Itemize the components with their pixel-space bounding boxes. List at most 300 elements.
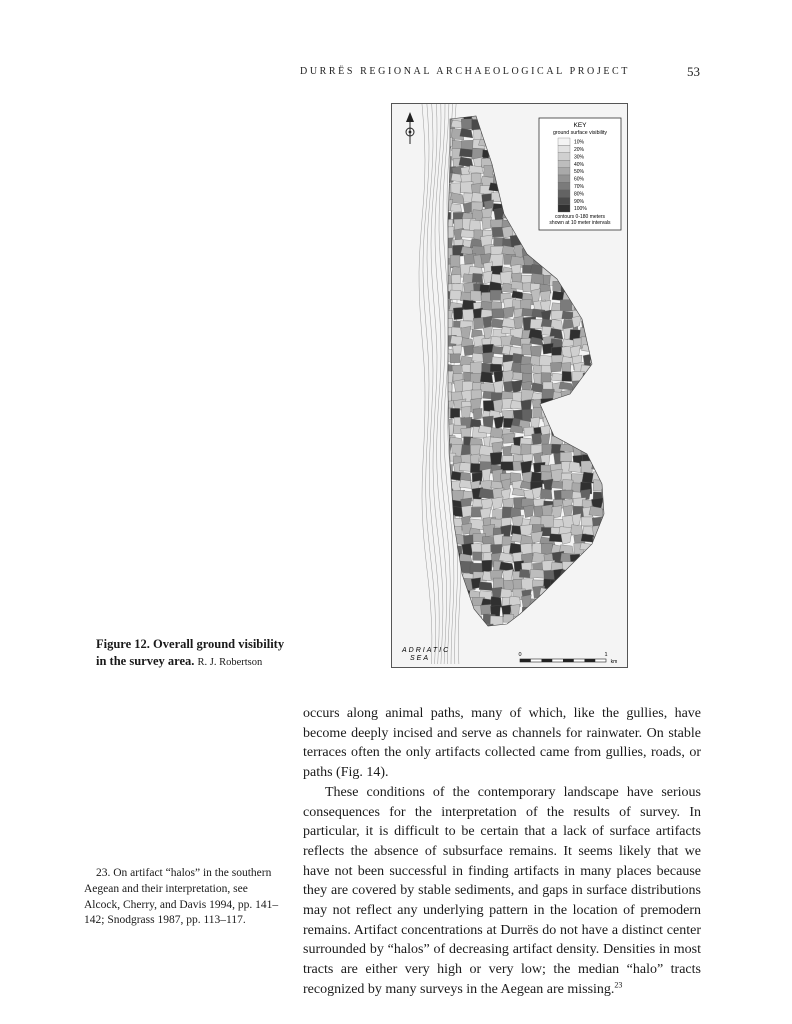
survey-tract [561, 273, 574, 282]
survey-tract [560, 617, 571, 630]
survey-tract [571, 615, 581, 628]
contour-line [419, 104, 432, 664]
survey-tract [553, 247, 566, 258]
survey-tract [540, 599, 554, 610]
survey-tract [562, 371, 572, 381]
survey-tract [443, 424, 454, 436]
survey-tract [511, 281, 523, 289]
survey-tract [603, 509, 615, 522]
survey-tract [580, 416, 592, 428]
survey-tract [503, 130, 512, 138]
survey-tract [510, 168, 524, 177]
survey-tract [520, 364, 532, 374]
survey-tract [471, 623, 486, 633]
survey-tract [581, 230, 596, 240]
survey-tract [583, 290, 596, 302]
survey-tract [482, 217, 492, 229]
survey-tract [590, 373, 604, 381]
survey-tract [603, 397, 614, 411]
survey-tract [580, 598, 591, 609]
legend-label: 30% [574, 154, 585, 161]
survey-tract [473, 552, 483, 561]
survey-tract [512, 194, 522, 204]
survey-tract [553, 617, 567, 626]
survey-tract [540, 489, 552, 499]
survey-tract [581, 587, 595, 599]
survey-tract [471, 615, 483, 627]
survey-tract [453, 626, 466, 637]
survey-tract [450, 204, 461, 212]
legend-swatch [558, 205, 570, 212]
survey-tract [501, 166, 510, 177]
survey-tract [522, 626, 535, 638]
survey-tract [602, 320, 614, 330]
survey-tract [450, 290, 462, 300]
survey-tract [532, 487, 542, 499]
survey-tract [530, 599, 546, 609]
survey-tract [591, 436, 603, 448]
survey-tract [560, 581, 570, 591]
survey-tract [592, 546, 605, 554]
survey-tract [551, 311, 563, 320]
survey-tract [581, 461, 592, 473]
survey-tract [469, 220, 480, 231]
survey-tract [521, 275, 532, 283]
paragraph-2-text: These conditions of the contemporary landscape have serious consequences for the interpretation of the results of survey. In particular, it is difficult to be certain that a lack of surface artifacts reflects the absence of subsurface remains. It seems likely that we have not been successful in finding artifacts in many places because they are covered by stable sediments, and gaps in surface distributions may not reflect any underlying pattern in the location of premodern remains. Artifact concentrations at Durrës do not have a distinct center surrounded by “halos” of decreasing artifact density. Densities in most tracts are either very high or very low; the median “halo” tracts recognized by many surveys in the Aegean are missing. [303, 784, 701, 997]
survey-tract [583, 617, 594, 626]
survey-tract [589, 401, 603, 410]
survey-tract [602, 561, 618, 570]
survey-tract [533, 230, 544, 239]
survey-tract [502, 185, 514, 195]
survey-tract [520, 525, 532, 536]
survey-tract [603, 354, 613, 364]
survey-tract [568, 231, 583, 242]
page-number: 53 [687, 64, 700, 79]
figure-caption [96, 636, 296, 671]
survey-tract [479, 582, 492, 591]
survey-tract [583, 373, 596, 385]
scale-bar [518, 652, 617, 665]
survey-tract [494, 416, 504, 429]
survey-tract [593, 344, 602, 355]
survey-tract [580, 570, 593, 579]
survey-tract [482, 150, 492, 158]
survey-tract [490, 364, 502, 372]
survey-tract [603, 338, 615, 348]
survey-tract [551, 596, 566, 607]
survey-tract [600, 517, 613, 527]
survey-tract [589, 506, 604, 517]
survey-tract [521, 182, 533, 191]
survey-tract [583, 624, 596, 633]
survey-tract [602, 483, 614, 495]
survey-tract [593, 599, 604, 611]
survey-tract [571, 609, 588, 618]
survey-tract [593, 381, 603, 391]
survey-tract [502, 112, 514, 123]
survey-tract [574, 588, 585, 599]
survey-tract [554, 623, 565, 632]
survey-tract [552, 262, 563, 274]
survey-tract [492, 442, 503, 453]
survey-tract [509, 623, 524, 634]
survey-tract [601, 283, 613, 294]
contour-note-line2: shown at 10 meter intervals [549, 220, 611, 226]
survey-tract [522, 229, 533, 238]
survey-tract [589, 569, 602, 579]
survey-tract [512, 380, 523, 393]
survey-tract [542, 230, 553, 242]
survey-tract [601, 587, 613, 597]
survey-tract [523, 177, 535, 185]
survey-tract [560, 245, 571, 256]
survey-tract [541, 622, 551, 634]
survey-tract [481, 544, 492, 553]
survey-tract [562, 257, 573, 270]
survey-tract [450, 408, 459, 418]
survey-tract [489, 149, 502, 160]
survey-tract [480, 604, 491, 614]
survey-tract [602, 390, 615, 399]
survey-tract [601, 372, 612, 384]
survey-tract [593, 256, 602, 266]
legend-label: 90% [574, 198, 585, 205]
survey-tract [561, 414, 572, 429]
survey-tract [480, 372, 493, 383]
survey-tract [582, 310, 597, 320]
legend-swatch [558, 190, 570, 197]
survey-tract [501, 192, 512, 204]
north-arrow-icon [406, 112, 414, 144]
survey-tract [441, 553, 452, 564]
survey-tract [603, 569, 614, 581]
legend-label: 40% [574, 161, 585, 168]
survey-tract [589, 292, 606, 303]
survey-tract [494, 120, 506, 133]
footnote-reference: 23 [614, 980, 623, 990]
survey-tract [522, 344, 532, 355]
survey-tract [523, 111, 534, 122]
survey-tract [604, 606, 615, 620]
survey-tract [541, 254, 553, 266]
survey-tract [600, 624, 611, 634]
survey-tract [532, 433, 542, 444]
survey-tract [573, 267, 583, 278]
survey-tract [552, 401, 567, 409]
survey-tract [581, 238, 597, 247]
survey-tract [502, 122, 514, 132]
caption-credit: R. J. Robertson [197, 657, 263, 668]
survey-tract [604, 553, 617, 564]
survey-tract [600, 229, 613, 242]
survey-tract [571, 572, 583, 580]
survey-tract [590, 355, 606, 365]
survey-tract [554, 406, 564, 418]
survey-tract [573, 425, 582, 439]
survey-tract [599, 291, 612, 300]
legend-swatch [558, 138, 570, 145]
survey-tract [591, 462, 607, 470]
survey-tract [592, 320, 606, 329]
survey-tract [502, 174, 511, 185]
survey-tract [560, 452, 571, 461]
survey-tract [571, 239, 582, 252]
survey-tract [553, 254, 565, 266]
survey-tract [500, 138, 512, 153]
survey-tract [601, 453, 614, 462]
survey-tract [459, 479, 472, 488]
survey-tract [511, 119, 524, 132]
survey-tract [569, 461, 581, 472]
survey-tract [591, 408, 600, 420]
survey-tract [509, 149, 521, 158]
legend-swatch [558, 168, 570, 175]
survey-tract [581, 265, 591, 273]
survey-tract [560, 444, 574, 452]
survey-tract [593, 608, 605, 618]
scale-end: 1 [604, 652, 608, 658]
survey-tract [461, 428, 471, 438]
survey-tract [452, 607, 468, 619]
survey-tract [471, 390, 482, 399]
survey-tract [600, 577, 610, 590]
legend-swatch [558, 153, 570, 160]
survey-tract [553, 519, 564, 528]
survey-tract [571, 246, 581, 256]
legend-swatch [558, 145, 570, 152]
survey-tract [522, 616, 535, 627]
survey-tract [562, 407, 574, 416]
survey-tract [571, 400, 582, 415]
survey-tract [551, 607, 562, 616]
survey-tract [511, 155, 524, 167]
legend-swatch [558, 197, 570, 204]
survey-tract [583, 245, 596, 260]
survey-tract [510, 128, 522, 138]
survey-tract [541, 472, 552, 481]
survey-tract [484, 111, 494, 123]
survey-tract [560, 425, 574, 437]
survey-tract [592, 426, 605, 435]
survey-tract [560, 300, 572, 311]
survey-tract [490, 290, 501, 300]
survey-tract [600, 416, 612, 429]
survey-tract [581, 517, 593, 526]
survey-tract [562, 606, 575, 617]
survey-tract [551, 425, 562, 435]
survey-tract [583, 382, 594, 394]
survey-tract [599, 249, 613, 259]
survey-tract [562, 398, 574, 407]
footnote-23 [84, 866, 280, 929]
survey-tract [510, 200, 520, 212]
paragraph-1: occurs along animal paths, many of which, like the gullies, have become deeply incised and serve as channels for rainwater. On stable terraces often the only artifacts collected came from gullies, roads, or paths (Fig. 14). [303, 706, 701, 781]
survey-tract [592, 279, 603, 292]
survey-tract [532, 248, 544, 258]
survey-tract [473, 317, 484, 329]
visibility-map [392, 104, 627, 667]
survey-tract [591, 581, 605, 592]
survey-tract [552, 589, 562, 600]
sea-label-line2: SEA [410, 655, 431, 662]
scale-start: 0 [518, 652, 522, 658]
legend-label: 70% [574, 184, 585, 190]
key-title: KEY [573, 122, 587, 129]
survey-tract [550, 362, 561, 372]
survey-tract [580, 561, 590, 573]
survey-tract [593, 302, 605, 314]
survey-tract [451, 274, 461, 284]
caption-label-line1: Figure 12. Overall ground visibility [96, 637, 285, 651]
survey-tract [492, 156, 501, 167]
survey-tract [590, 236, 607, 247]
survey-tract [571, 577, 581, 591]
survey-tract [463, 625, 474, 633]
survey-tract [539, 588, 551, 597]
survey-tract [481, 129, 495, 140]
survey-tract [521, 201, 533, 209]
survey-tract [602, 542, 612, 553]
survey-tract [519, 131, 534, 142]
survey-tract [460, 182, 473, 193]
survey-tract [579, 399, 595, 411]
survey-tract [472, 273, 482, 283]
survey-tract [602, 238, 611, 248]
survey-tract [583, 275, 594, 284]
survey-tract [581, 282, 595, 291]
survey-tract [572, 416, 585, 424]
survey-tract [603, 346, 615, 358]
survey-tract [561, 390, 571, 402]
survey-tract [592, 525, 605, 537]
survey-tract [571, 435, 581, 446]
survey-tract [573, 560, 585, 571]
survey-tract [532, 614, 542, 625]
survey-tract [491, 481, 503, 489]
survey-tract [582, 257, 594, 265]
survey-tract [590, 445, 602, 457]
survey-tract [460, 128, 473, 138]
survey-tract [513, 579, 523, 590]
survey-tract [529, 607, 544, 616]
survey-tract [541, 543, 552, 554]
survey-tract [493, 166, 509, 176]
survey-tract [583, 408, 593, 419]
survey-tract [591, 273, 604, 281]
paragraph-2 [303, 783, 701, 1000]
legend-label: 10% [574, 139, 585, 146]
survey-tract [601, 600, 613, 610]
legend-label: 100% [574, 206, 587, 213]
survey-tract [492, 497, 504, 509]
survey-tract [523, 221, 532, 231]
legend-swatch [558, 182, 570, 189]
survey-tract [594, 308, 605, 322]
survey-tract [603, 462, 615, 472]
survey-tract [453, 307, 463, 319]
running-head: DURRËS REGIONAL ARCHAEOLOGICAL PROJECT [300, 66, 631, 77]
survey-tract [494, 138, 506, 149]
survey-tract [590, 453, 600, 465]
survey-tract [571, 281, 582, 294]
survey-tract [493, 175, 507, 184]
survey-tract [602, 445, 613, 457]
survey-tract [450, 255, 460, 267]
survey-tract [441, 582, 454, 590]
survey-tract [561, 282, 572, 292]
survey-tract [489, 183, 502, 192]
survey-tract [572, 409, 583, 421]
survey-tract [510, 174, 522, 185]
survey-tract [490, 625, 503, 636]
survey-tract [601, 534, 615, 545]
survey-tract [480, 383, 494, 392]
survey-tract [561, 532, 572, 544]
survey-tract [459, 149, 473, 158]
survey-tract [592, 561, 606, 570]
survey-tract [581, 298, 591, 310]
survey-tract [602, 500, 615, 510]
survey-tract [564, 594, 575, 610]
legend-label: 60% [574, 176, 585, 183]
visibility-map-figure [391, 103, 628, 668]
survey-tract [463, 618, 474, 630]
survey-tract [514, 137, 524, 146]
survey-tract [600, 408, 609, 418]
survey-tract [590, 588, 602, 599]
survey-tract [570, 390, 582, 401]
map-key [539, 118, 621, 230]
survey-tract [591, 617, 604, 625]
survey-tract [502, 155, 512, 166]
survey-tract [592, 625, 605, 637]
survey-tract [510, 445, 522, 455]
survey-tract [450, 354, 460, 363]
survey-tract [542, 444, 551, 454]
survey-tract [442, 624, 452, 634]
survey-tract [594, 327, 604, 339]
survey-tract [583, 577, 593, 590]
survey-tract [593, 417, 606, 429]
survey-tract [521, 146, 534, 156]
contour-note-line1: contours 0-180 meters [554, 214, 606, 220]
survey-tract [443, 515, 455, 529]
survey-tract [523, 167, 534, 176]
survey-tract [571, 623, 582, 637]
survey-tract [552, 239, 565, 247]
survey-tract [593, 536, 603, 548]
survey-tract [602, 615, 617, 625]
survey-tract [522, 120, 531, 132]
survey-tract [533, 626, 545, 635]
survey-tract [572, 513, 581, 526]
legend-label: 20% [574, 147, 585, 153]
survey-tract [570, 596, 581, 610]
survey-tract [603, 328, 614, 338]
survey-tract [483, 123, 495, 133]
survey-tract [580, 436, 589, 450]
survey-tract [524, 505, 535, 518]
survey-tract [572, 290, 585, 299]
caption-label-line2: in the survey area. [96, 654, 195, 668]
survey-tract [530, 569, 545, 578]
survey-tract [602, 264, 615, 276]
survey-tract [521, 192, 531, 204]
sea-label-line1: ADRIATIC [402, 647, 451, 654]
survey-tract [441, 589, 457, 598]
legend-swatch [558, 160, 570, 167]
